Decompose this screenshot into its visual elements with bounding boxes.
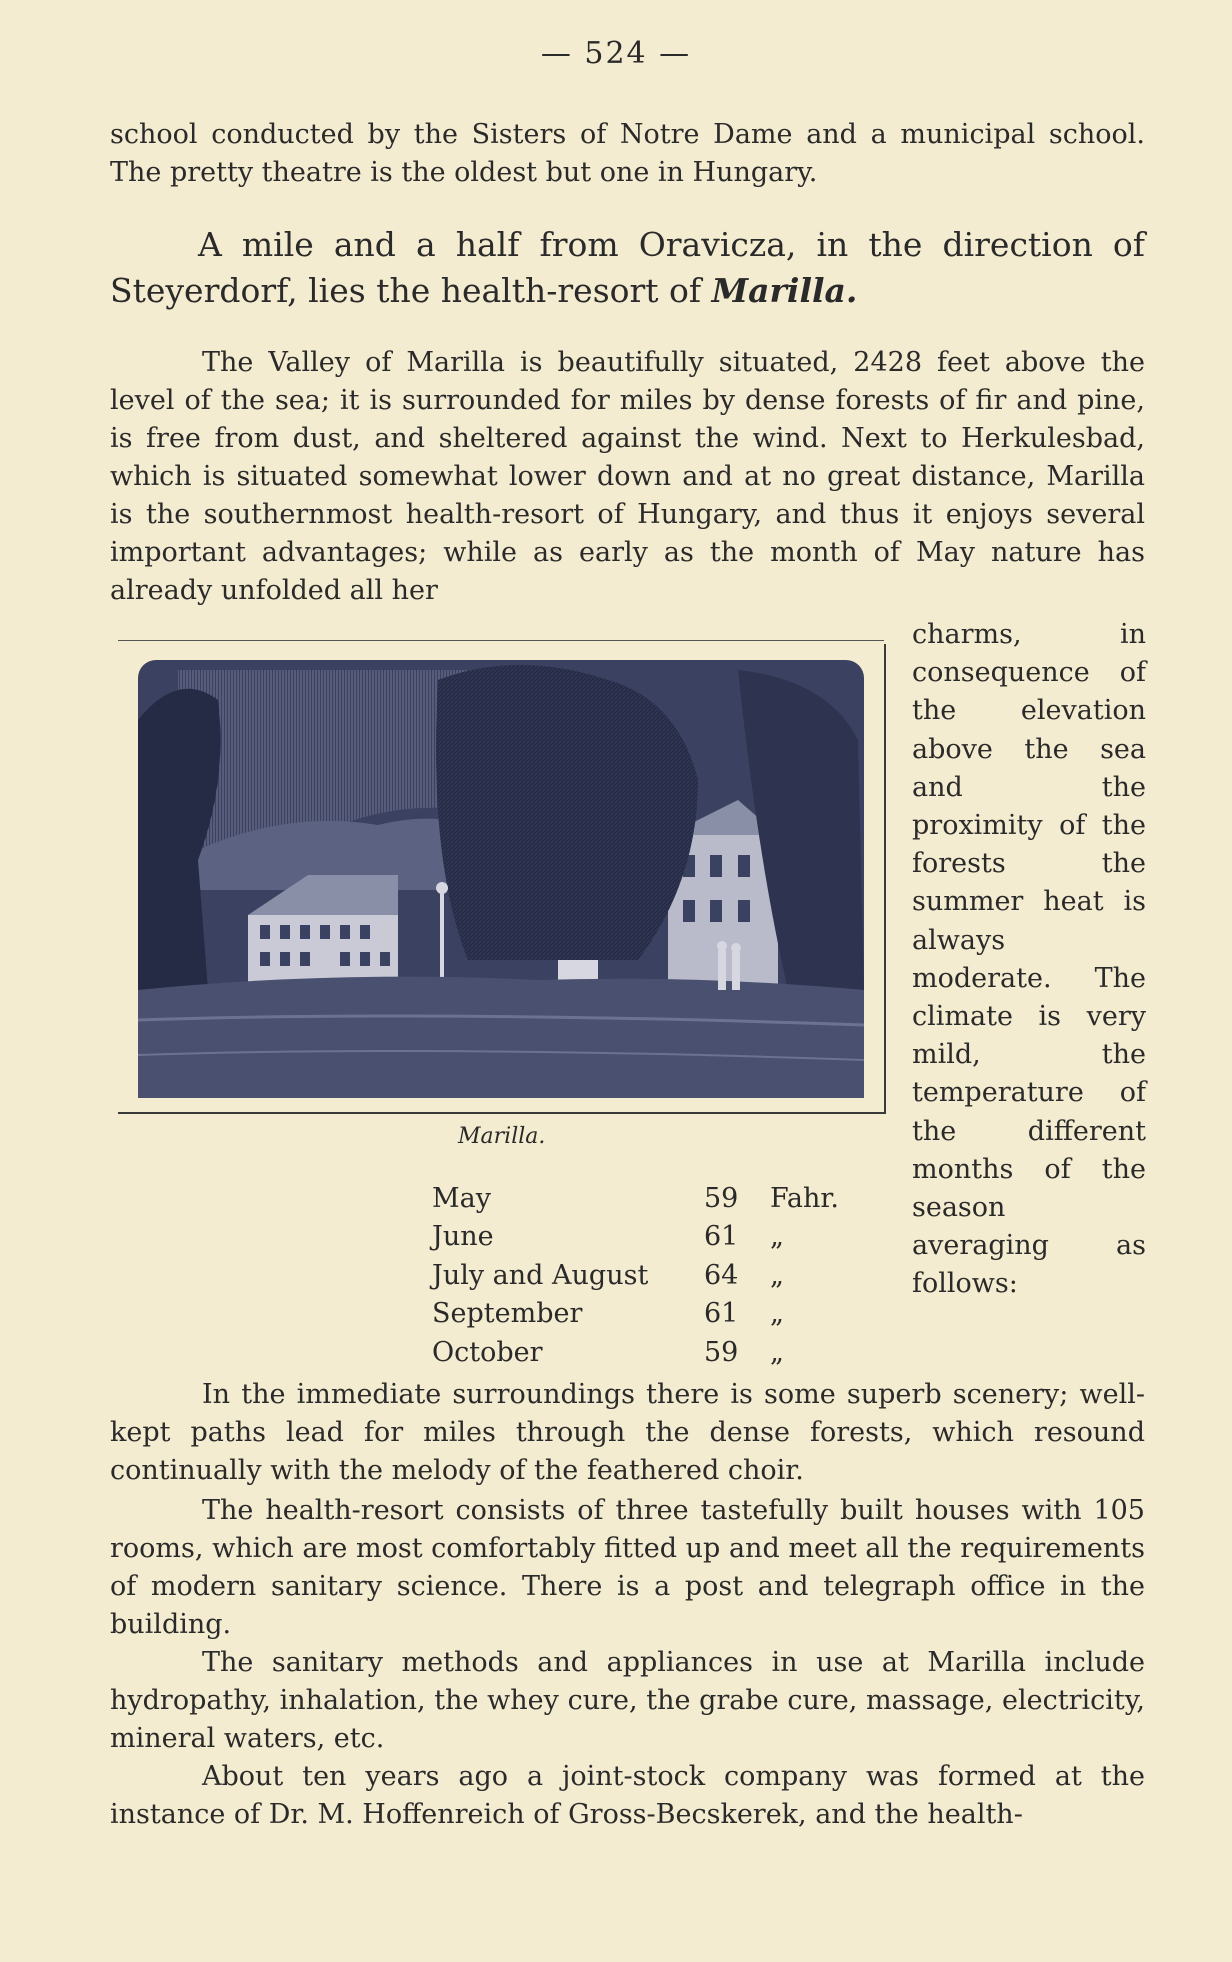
unit-cell: „ xyxy=(770,1298,784,1330)
month-cell: May xyxy=(432,1183,491,1214)
lead-paragraph xyxy=(110,222,1145,314)
temperature-cell: 59 xyxy=(704,1336,739,1368)
marilla-engraving xyxy=(138,660,864,1098)
figure-top-rule xyxy=(118,640,884,641)
month-cell: September xyxy=(432,1298,583,1330)
month-cell: October xyxy=(432,1336,543,1368)
climate-table xyxy=(432,1180,839,1372)
temperature-cell: 64 xyxy=(704,1259,739,1291)
unit-cell: „ xyxy=(770,1259,784,1291)
unit-cell: „ xyxy=(770,1336,784,1368)
unit-cell: „ xyxy=(770,1221,784,1253)
unit-cell: Fahr. xyxy=(770,1183,839,1214)
paragraph-school: school conducted by the Sisters of Notre Dame and a municipal school. The pretty theatre is the oldest but one in Hungary. xyxy=(110,119,1145,188)
table-row xyxy=(432,1218,839,1256)
paragraph-valley-continued: charms, in consequence of the elevation above the sea and the proximity of the forests the summer heat is always moderate. The climate is very mild, the temperature of the different months of the season averaging as follows: xyxy=(912,619,1146,1300)
lead-text: A mile and a half from Oravicza, in the direction of Steyerdorf, lies the health-resort of xyxy=(110,225,1145,310)
month-cell: June xyxy=(432,1221,494,1253)
table-row xyxy=(432,1334,839,1372)
paragraph-methods: The sanitary methods and appliances in use at Marilla include hydropathy, inhalation, the whey cure, the grabe cure, massage, electricity, mineral waters, etc. xyxy=(110,1647,1145,1754)
paragraph-surroundings: In the immediate surroundings there is some superb scenery; well-kept paths lead for miles through the dense forests, which resound continually with the melody of the feathered choir. xyxy=(110,1379,1145,1486)
table-row xyxy=(432,1180,839,1218)
temperature-cell: 61 xyxy=(704,1221,739,1253)
page-number: — 524 — xyxy=(540,36,692,71)
temperature-cell: 59 xyxy=(704,1183,739,1214)
month-cell: July and August xyxy=(432,1259,649,1291)
paragraph-valley: The Valley of Marilla is beautifully situated, 2428 feet above the level of the sea; it is surrounded for miles by dense forests of fir and pine, is free from dust, and sheltered against the wind. Next to Herkulesbad, which is situated somewhat lower down and at no great distance, Marilla is the southernmost health-resort of Hungary, and thus it enjoys several important advantages; while as early as the month of May nature has already unfolded all her xyxy=(110,347,1145,606)
table-row xyxy=(432,1295,839,1333)
temperature-cell: 61 xyxy=(704,1298,739,1330)
table-row xyxy=(432,1257,839,1295)
figure-caption: Marilla. xyxy=(458,1124,546,1149)
lead-place-name: Marilla. xyxy=(711,271,858,310)
paragraph-houses: The health-resort consists of three tastefully built houses with 105 rooms, which are most comfortably fitted up and meet all the requirements of modern sanitary science. There is a post and telegraph office in the building. xyxy=(110,1495,1145,1640)
paragraph-company: About ten years ago a joint-stock company was formed at the instance of Dr. M. Hoffenreich of Gross-Becskerek, and the health- xyxy=(110,1761,1145,1830)
